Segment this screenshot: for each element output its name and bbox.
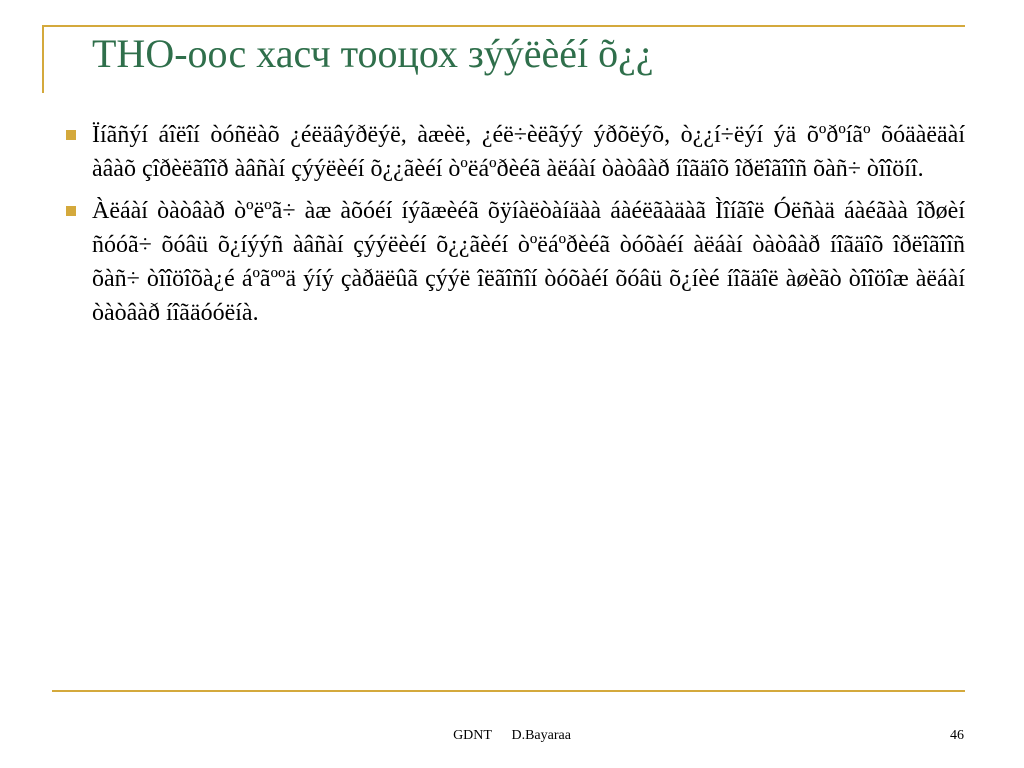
bullet-item-1 <box>60 118 965 186</box>
footer-credits <box>0 728 1024 744</box>
slide-title: ТНО-оос хасч тооцох зýýëèéí õ¿¿ <box>92 31 654 76</box>
frame-top-line <box>43 25 965 27</box>
bullet-text-1: Ïíãñýí áîëîí òóñëàõ ¿éëäâýðëýë, àæèë, ¿éë÷èëãýý ýðõëýõ, ò¿¿í÷ëýí ýä õºðºíãº õóäàëäàí àâàõ çîðèëãîîð àâñàí çýýëèéí õ¿¿ãèéí òºëáºðèéã àëáàí òàòâàð íîãäîõ îðëîãîîñ õàñ÷ òîîöíî. <box>92 122 965 182</box>
page-number: 46 <box>950 728 964 743</box>
bullet-text-2: Àëáàí òàòâàð òºëºã÷ àæ àõóéí íýãæèéã õÿíàëòàíäàà áàéëãàäàã Ìîíãîë Óëñàä áàéãàà îðøèí ñóóã÷ õóâü õ¿íýýñ àâñàí çýýëèéí õ¿¿ãèéí òºëáºðèéã òóõàéí àëáàí òàòâàð íîãäîõ îðëîãîîñ õàñ÷ òîîöîõà¿é áºãººä ýíý çàðäëûã çýýë îëãîñîí òóõàéí õóâü õ¿íèé íîãäîë àøèãò òîîöîæ àëáàí òàòâàð íîãäóóëíà. <box>92 198 965 326</box>
footer-author: D.Bayaraa <box>511 728 571 743</box>
frame-left-line <box>42 25 44 93</box>
square-bullet-icon <box>66 206 76 216</box>
square-bullet-icon <box>66 130 76 140</box>
footer-org: GDNT <box>453 728 492 743</box>
footer-divider <box>52 690 965 692</box>
bullet-list <box>60 118 965 338</box>
bullet-item-2 <box>60 194 965 330</box>
